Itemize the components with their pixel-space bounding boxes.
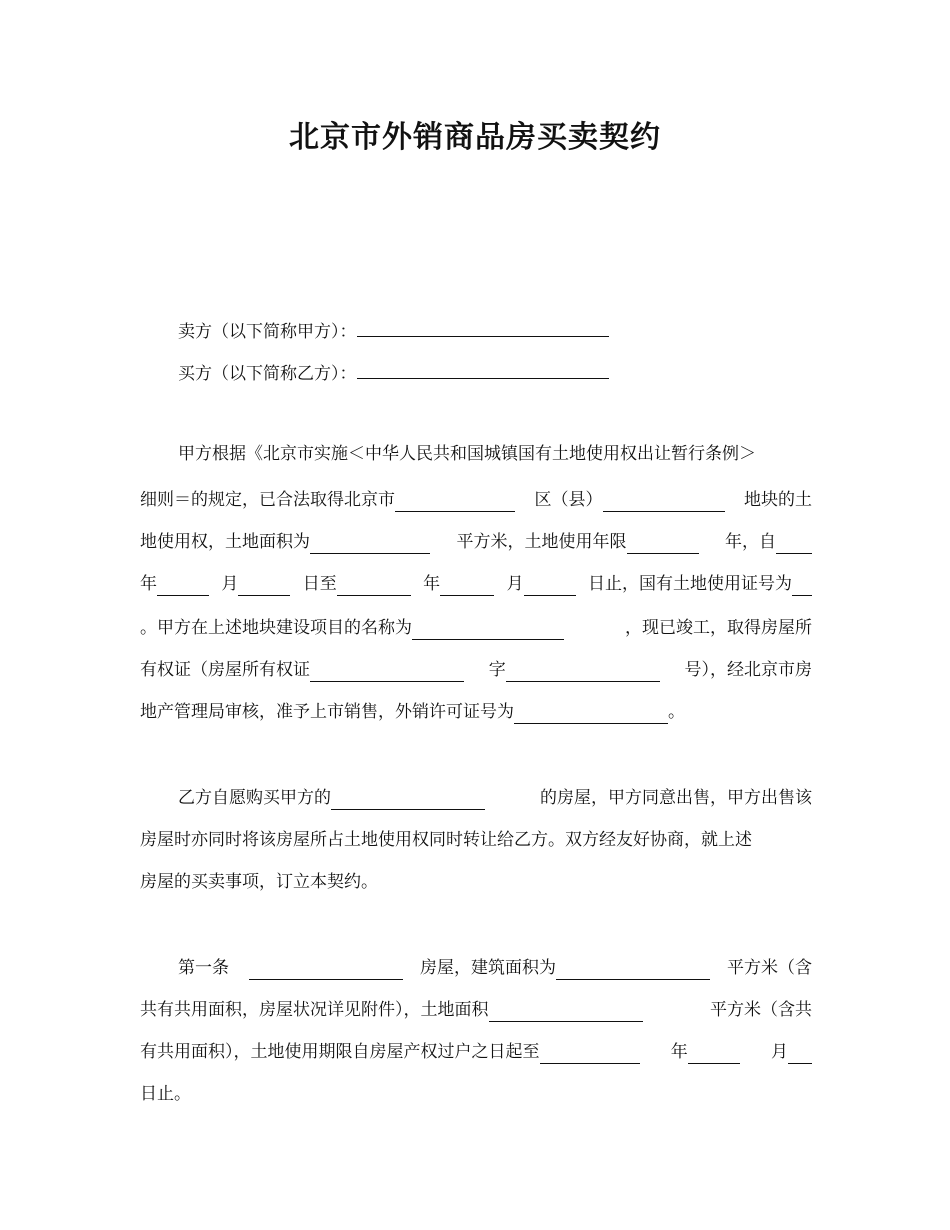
- para1-text: 月: [221, 574, 239, 594]
- para1-text: 年: [140, 574, 157, 594]
- building-area-blank[interactable]: [556, 961, 710, 980]
- article1-line4: [140, 1082, 812, 1106]
- para2-text: 房屋时亦同时将该房屋所占土地使用权同时转让给乙方。双方经友好协商，就上述: [140, 830, 752, 850]
- para1-text: 日止，国有土地使用证号为: [587, 574, 792, 594]
- article1-line2: [140, 998, 812, 1022]
- para1-line7: [140, 700, 812, 724]
- article1-text: 日止。: [140, 1084, 191, 1104]
- para1-text: 年，自: [725, 532, 776, 552]
- ownership-cert-number-blank[interactable]: [506, 663, 660, 682]
- para1-text: 有权证（房屋所有权证: [140, 660, 310, 680]
- para1-line5: [140, 616, 812, 640]
- para1-line4: [140, 572, 812, 596]
- article1-line1: [140, 956, 812, 980]
- seller-line: [140, 318, 812, 344]
- article1-line3: [140, 1040, 812, 1064]
- para1-text: 甲方根据《北京市实施＜中华人民共和国城镇国有土地使用权出让暂行条例＞: [178, 444, 756, 464]
- article1-text: 月: [771, 1042, 788, 1062]
- para1-text: 地块的土: [744, 490, 812, 510]
- para1-line3: [140, 530, 812, 554]
- article-number: 第一条: [178, 958, 229, 978]
- property-location-blank[interactable]: [249, 961, 403, 980]
- land-term-blank[interactable]: [627, 535, 699, 554]
- end-day-blank[interactable]: [524, 577, 576, 596]
- para1-text: 地产管理局审核，准予上市销售，外销许可证号为: [140, 702, 514, 722]
- para1-line1: [140, 442, 812, 466]
- para1-text: 号），经北京市房: [684, 660, 812, 680]
- para1-text: 月: [506, 574, 524, 594]
- land-area-blank[interactable]: [310, 535, 430, 554]
- term-end-day-blank[interactable]: [788, 1045, 812, 1064]
- term-end-year-blank[interactable]: [540, 1045, 640, 1064]
- ownership-cert-prefix-blank[interactable]: [310, 663, 464, 682]
- project-name-blank[interactable]: [412, 621, 564, 640]
- para1-text: 平方米，土地使用年限: [456, 532, 627, 552]
- buyer-name-blank[interactable]: [357, 360, 609, 379]
- district-blank[interactable]: [395, 493, 515, 512]
- para1-text: 字: [488, 660, 506, 680]
- document-title: 北京市外销商品房买卖契约: [289, 120, 661, 155]
- article1-text: 平方米（含: [727, 958, 812, 978]
- seller-name-blank[interactable]: [357, 318, 609, 337]
- start-day-blank[interactable]: [238, 577, 290, 596]
- para1-text: 细则＝的规定，已合法取得北京市: [140, 490, 395, 510]
- para1-text: 。: [668, 702, 685, 722]
- para2-line3: [140, 870, 812, 894]
- article-land-area-blank[interactable]: [489, 1003, 643, 1022]
- para2-text: 乙方自愿购买甲方的: [178, 788, 331, 808]
- para1-text: 地使用权，土地面积为: [140, 532, 310, 552]
- buyer-label: 买方（以下简称乙方）：: [178, 364, 357, 384]
- article1-text: 年: [670, 1042, 688, 1062]
- land-cert-blank[interactable]: [792, 577, 812, 596]
- para2-text: 的房屋，甲方同意出售，甲方出售该: [540, 788, 812, 808]
- article1-text: 有共用面积），土地使用期限自房屋产权过户之日起至: [140, 1042, 540, 1062]
- para2-line1: [140, 786, 812, 810]
- para2-line2: [140, 828, 812, 852]
- para1-text: 区（县）: [534, 490, 603, 510]
- para1-line2: [140, 488, 812, 512]
- start-year-blank[interactable]: [776, 535, 812, 554]
- plot-blank[interactable]: [603, 493, 725, 512]
- start-month-blank[interactable]: [157, 577, 209, 596]
- para2-text: 房屋的买卖事项，订立本契约。: [140, 872, 378, 892]
- term-end-month-blank[interactable]: [688, 1045, 740, 1064]
- seller-label: 卖方（以下简称甲方）：: [178, 322, 357, 342]
- para1-text: 。甲方在上述地块建设项目的名称为: [140, 618, 412, 638]
- end-month-blank[interactable]: [440, 577, 494, 596]
- article1-text: 共有共用面积，房屋状况详见附件），土地面积: [140, 1000, 489, 1020]
- para1-text: 日至: [302, 574, 337, 594]
- para1-text: ，现已竣工，取得房屋所: [625, 618, 812, 638]
- purchased-property-blank[interactable]: [331, 791, 485, 810]
- article1-text: 房屋，建筑面积为: [420, 958, 556, 978]
- article1-text: 平方米（含共: [710, 1000, 812, 1020]
- buyer-line: [140, 360, 812, 386]
- para1-text: 年: [423, 574, 441, 594]
- sales-permit-blank[interactable]: [514, 705, 668, 724]
- para1-line6: [140, 658, 812, 682]
- end-year-blank[interactable]: [337, 577, 411, 596]
